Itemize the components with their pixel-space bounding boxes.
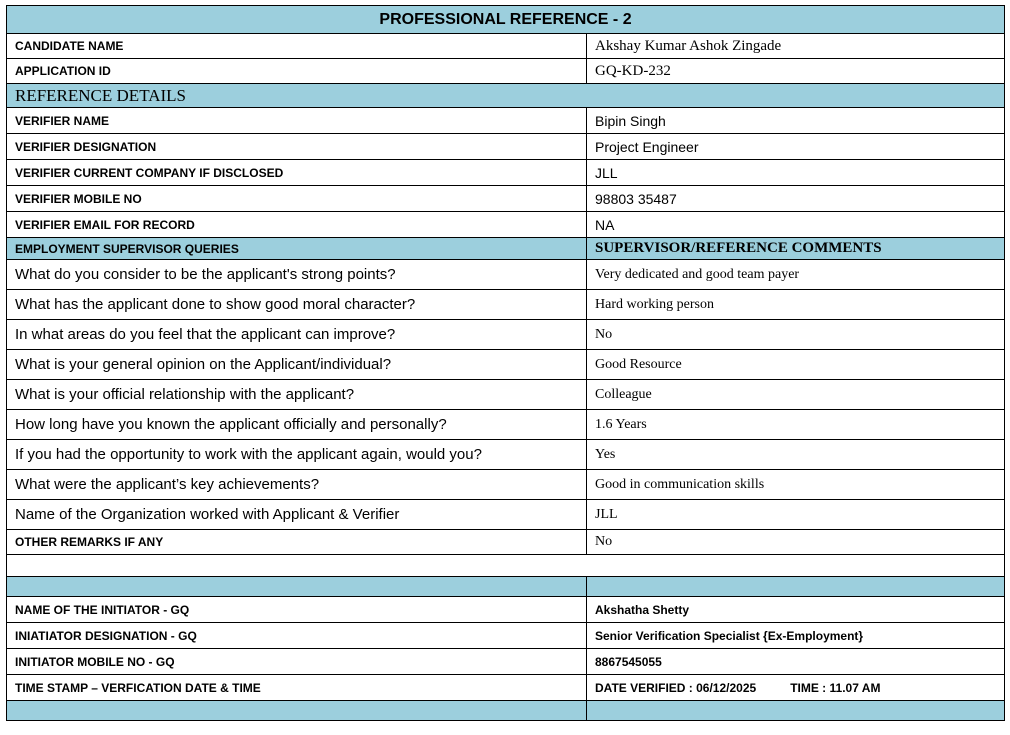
timestamp-label: TIME STAMP – VERFICATION DATE & TIME	[7, 675, 587, 701]
query-answer: Good Resource	[587, 350, 1005, 380]
application-id-label: APPLICATION ID	[7, 59, 587, 84]
query-question: Name of the Organization worked with Applicant & Verifier	[7, 500, 587, 530]
query-row	[7, 470, 1005, 500]
query-answer: Hard working person	[587, 290, 1005, 320]
separator-left	[7, 577, 587, 597]
queries-header-right: SUPERVISOR/REFERENCE COMMENTS	[587, 238, 1005, 260]
query-answer: Yes	[587, 440, 1005, 470]
other-remarks-label: OTHER REMARKS IF ANY	[7, 530, 587, 555]
initiator-designation-value: Senior Verification Specialist {Ex-Employment}	[587, 623, 1005, 649]
application-id-value: GQ-KD-232	[587, 59, 1005, 84]
query-answer: Very dedicated and good team payer	[587, 260, 1005, 290]
queries-header-left: EMPLOYMENT SUPERVISOR QUERIES	[7, 238, 587, 260]
query-row	[7, 350, 1005, 380]
spacer-row	[7, 555, 1005, 577]
reference-details-heading: REFERENCE DETAILS	[7, 84, 1005, 108]
initiator-designation-label: INIATIATOR DESIGNATION - GQ	[7, 623, 587, 649]
verifier-company-value: JLL	[587, 160, 1005, 186]
query-row	[7, 380, 1005, 410]
query-answer: JLL	[587, 500, 1005, 530]
query-answer: Good in communication skills	[587, 470, 1005, 500]
query-row	[7, 290, 1005, 320]
verifier-company-label: VERIFIER CURRENT COMPANY IF DISCLOSED	[7, 160, 587, 186]
query-question: What is your general opinion on the Applicant/individual?	[7, 350, 587, 380]
query-question: What do you consider to be the applicant's strong points?	[7, 260, 587, 290]
verifier-mobile-value: 98803 35487	[587, 186, 1005, 212]
footer-left	[7, 701, 587, 721]
reference-form-table	[6, 5, 1005, 721]
form-title: PROFESSIONAL REFERENCE - 2	[7, 6, 1005, 34]
query-row	[7, 260, 1005, 290]
query-question: What has the applicant done to show good moral character?	[7, 290, 587, 320]
query-question: If you had the opportunity to work with the applicant again, would you?	[7, 440, 587, 470]
verifier-email-value: NA	[587, 212, 1005, 238]
other-remarks-value: No	[587, 530, 1005, 555]
verifier-name-label: VERIFIER NAME	[7, 108, 587, 134]
candidate-name-value: Akshay Kumar Ashok Zingade	[587, 34, 1005, 59]
verifier-designation-value: Project Engineer	[587, 134, 1005, 160]
verifier-email-label: VERIFIER EMAIL FOR RECORD	[7, 212, 587, 238]
query-row	[7, 410, 1005, 440]
query-row	[7, 440, 1005, 470]
query-question: How long have you known the applicant officially and personally?	[7, 410, 587, 440]
separator-right	[587, 577, 1005, 597]
query-row	[7, 500, 1005, 530]
query-question: What is your official relationship with the applicant?	[7, 380, 587, 410]
query-question: In what areas do you feel that the applicant can improve?	[7, 320, 587, 350]
query-answer: No	[587, 320, 1005, 350]
verifier-name-value: Bipin Singh	[587, 108, 1005, 134]
initiator-mobile-value: 8867545055	[587, 649, 1005, 675]
query-answer: Colleague	[587, 380, 1005, 410]
timestamp-value	[587, 675, 1005, 701]
candidate-name-label: CANDIDATE NAME	[7, 34, 587, 59]
initiator-name-value: Akshatha Shetty	[587, 597, 1005, 623]
query-row	[7, 320, 1005, 350]
date-verified: DATE VERIFIED : 06/12/2025	[595, 680, 757, 695]
verifier-designation-label: VERIFIER DESIGNATION	[7, 134, 587, 160]
verifier-mobile-label: VERIFIER MOBILE NO	[7, 186, 587, 212]
footer-right	[587, 701, 1005, 721]
time-verified: TIME : 11.07 AM	[790, 680, 881, 695]
query-answer: 1.6 Years	[587, 410, 1005, 440]
initiator-mobile-label: INITIATOR MOBILE NO - GQ	[7, 649, 587, 675]
initiator-name-label: NAME OF THE INITIATOR - GQ	[7, 597, 587, 623]
query-question: What were the applicant’s key achievements?	[7, 470, 587, 500]
